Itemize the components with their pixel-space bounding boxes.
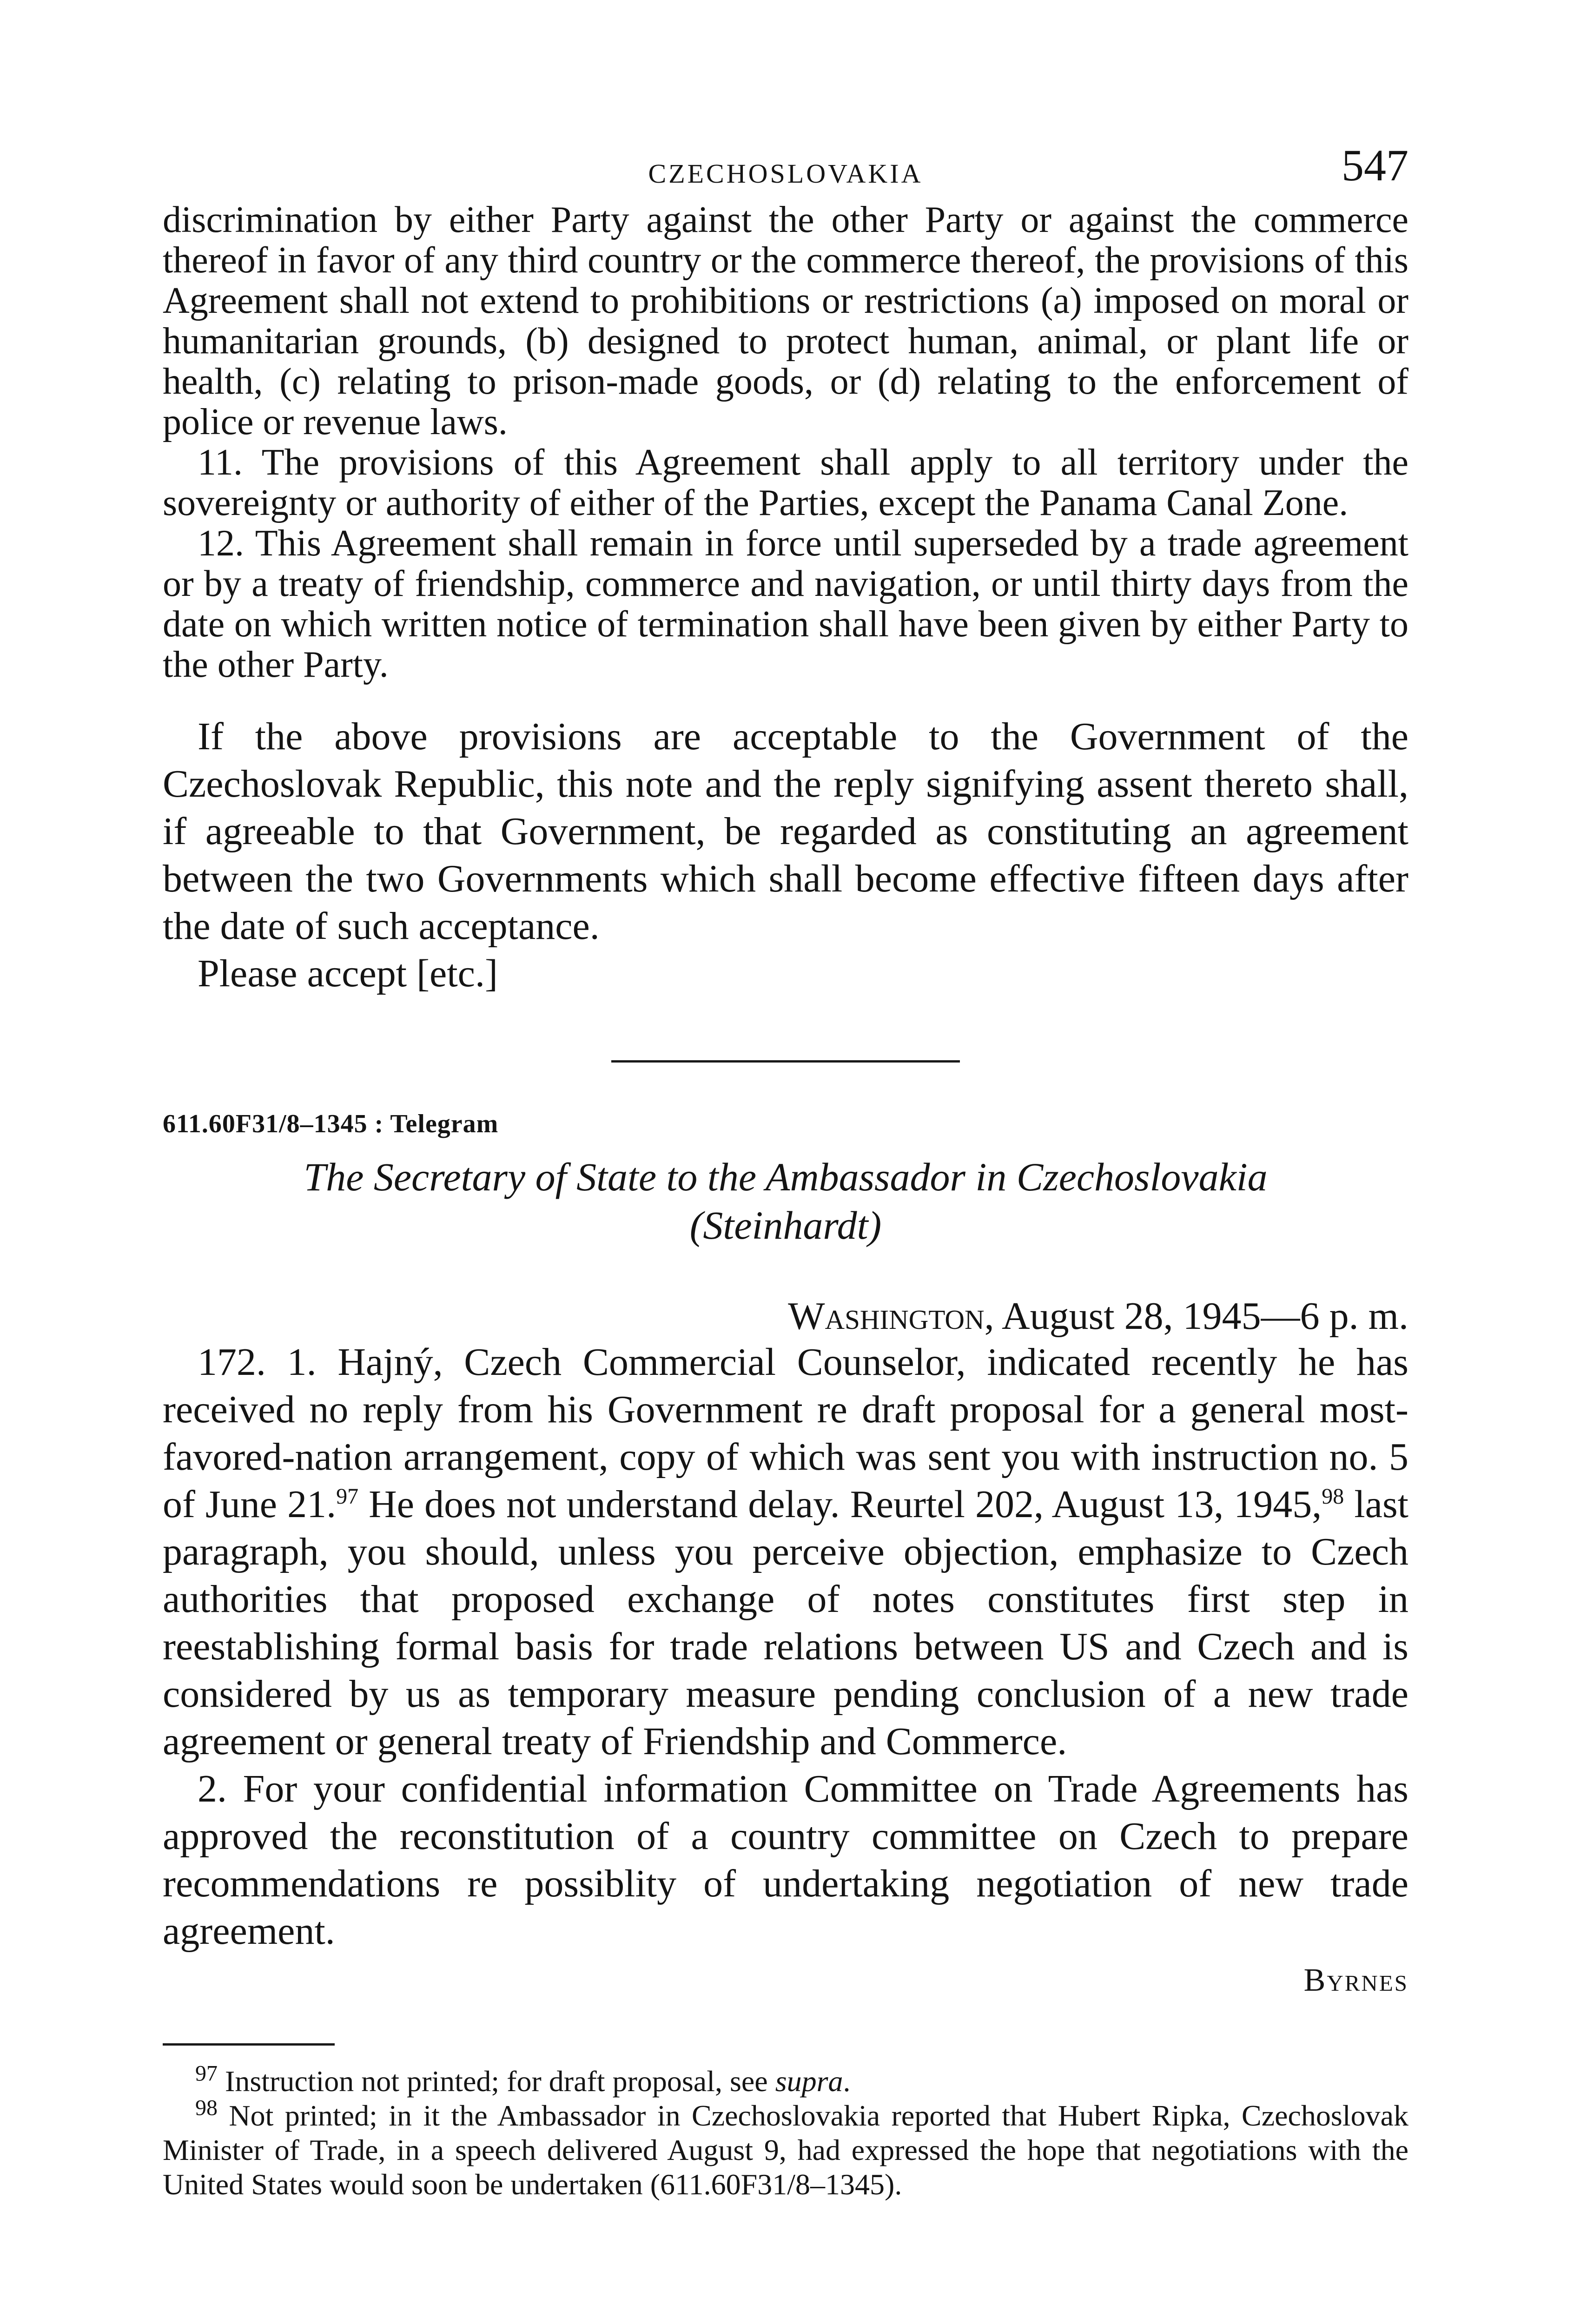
agreement-article-12: 12. This Agreement shall remain in force until superseded by a trade agreement or by a treaty of friendship, commerce and navigation, or until thirty days from the date on which written notice of termination shall have been given by either Party to the other Party. — [163, 523, 1408, 685]
page-header — [163, 139, 1408, 200]
document-title-line-1: The Secretary of State to the Ambassador in Czechoslovakia — [304, 1155, 1268, 1199]
footnote-97 — [163, 2061, 1408, 2099]
footnote-text: Not printed; in it the Ambassador in Czechoslovakia reported that Hubert Ripka, Czechoslovak Minister of Trade, in a speech delivered August 9, had expressed the hope that negotiations with the United States would soon be undertaken (611.60F31/8–1345). — [163, 2099, 1408, 2201]
telegram-text-segment: last paragraph, you should, unless you perceive objection, emphasize to Czech authorities that proposed exchange of notes constitutes first step in reestablishing formal basis for trade relations between US and Czech and is considered by us as temporary measure pending conclusion of a new trade agreement or general treaty of Friendship and Commerce. — [163, 1483, 1408, 1763]
footnote-number: 98 — [195, 2095, 218, 2120]
footnote-text: . — [843, 2065, 851, 2098]
telegram-text-segment: 172. 1. Hajný, Czech Commercial Counselor, indicated recently he has received no reply from his Government re draft proposal for a general most-favored-nation arrangement, copy of which was sent you with instruction no. 5 of June 21. — [163, 1340, 1408, 1526]
agreement-continuation-paragraph: discrimination by either Party against the other Party or against the commerce thereof in favor of any third country or the commerce thereof, the provisions of this Agreement shall not extend to prohibitions or restrictions (a) imposed on moral or humanitarian grounds, (b) designed to protect human, animal, or plant life or health, (c) relating to prison-made goods, or (d) relating to the enforcement of police or revenue laws. — [163, 199, 1408, 442]
footnote-text: Instruction not printed; for draft proposal, see — [218, 2065, 775, 2098]
dateline-date: , August 28, 1945—6 p. m. — [984, 1294, 1408, 1338]
footnote-98 — [163, 2095, 1408, 2202]
page-number: 547 — [1342, 140, 1408, 190]
document-title — [163, 1153, 1408, 1249]
agreement-article-11: 11. The provisions of this Agreement shall apply to all territory under the sovereignty or authority of either of the Parties, except the Panama Canal Zone. — [163, 442, 1408, 523]
footnote-divider — [163, 2043, 335, 2046]
document-page — [163, 139, 1408, 2202]
file-number: 611.60F31/8–1345 : Telegram — [163, 1109, 499, 1138]
dateline — [163, 1294, 1408, 1339]
telegram-paragraph-1 — [163, 1339, 1408, 1765]
telegram-paragraph-2: 2. For your confidential information Committee on Trade Agreements has approved the reconstitution of a country committee on Czech to prepare recommendations re possiblity of undertaking negotiation of new trade agreement. — [163, 1767, 1408, 1953]
document-title-line-2: (Steinhardt) — [689, 1203, 882, 1248]
footnote-emphasis: supra — [775, 2065, 843, 2098]
running-head: CZECHOSLOVAKIA — [648, 158, 923, 189]
closing-salutation: Please accept [etc.] — [198, 952, 498, 995]
paragraph-spacer — [163, 685, 1408, 713]
closing-paragraph: If the above provisions are acceptable to the Government of the Czechoslovak Republic, this note and the reply signifying assent thereto shall, if agreeable to that Government, be regarded as constituting an agreement between the two Governments which shall become effective fifteen days after the date of such acceptance. — [163, 715, 1408, 948]
footnote-number: 97 — [195, 2061, 218, 2086]
footnote-ref-97: 97 — [336, 1484, 359, 1509]
signature: Byrnes — [1303, 1962, 1408, 1998]
footnote-ref-98: 98 — [1322, 1484, 1344, 1509]
dateline-place: Washington — [788, 1294, 985, 1338]
telegram-text-segment: He does not understand delay. Reurtel 202, August 13, 1945, — [358, 1483, 1322, 1526]
section-divider — [611, 1060, 960, 1063]
